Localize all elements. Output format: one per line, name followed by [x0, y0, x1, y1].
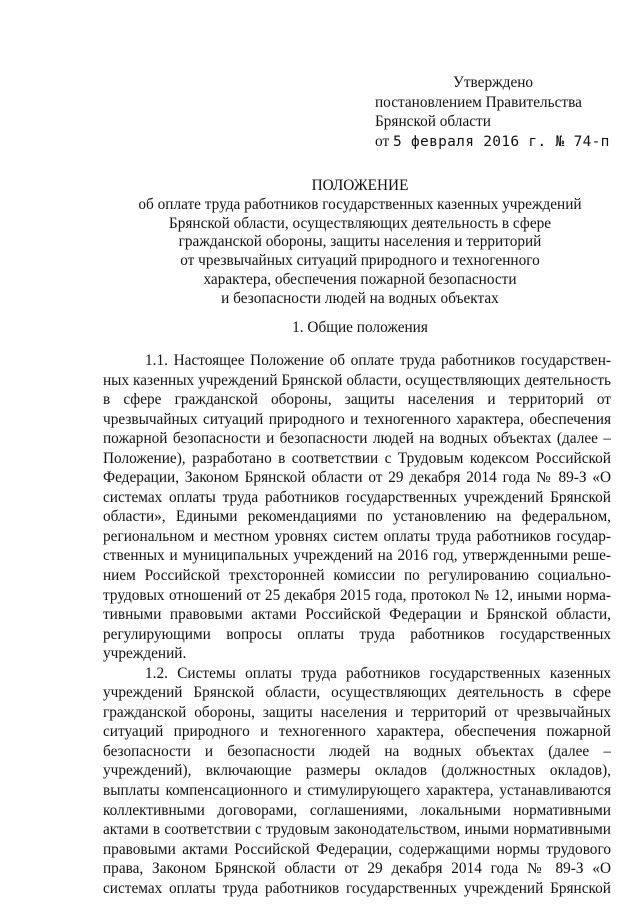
approval-stamp-block: [375, 73, 615, 152]
approval-region: Брянской области: [375, 113, 491, 131]
paragraph-line: Положение), разработано в соответствии с Трудовым кодексом Российской: [103, 449, 611, 467]
title-line: Брянской области, осуществляющих деятельность в сфере: [168, 214, 552, 232]
paragraph-line: в сфере гражданской обороны, защиты населения и территорий от: [103, 391, 611, 409]
document-body: [103, 351, 611, 898]
approval-authority: постановлением Правительства: [375, 93, 582, 111]
paragraph-line: ственных и муниципальных учреждений на 2016 год, утвержденными реше-: [103, 547, 611, 565]
paragraph-line: пожарной безопасности и безопасности людей на водных объектах (далее –: [103, 430, 611, 448]
paragraph-line: области», Едиными рекомендациями по установлению на федеральном,: [103, 508, 611, 526]
document-title-block: [100, 177, 620, 309]
paragraph-line: системах оплаты труда работников государственных учреждений Брянской: [103, 488, 611, 506]
paragraph-line: региональном и местном уровнях систем оплаты труда работников государ-: [103, 527, 611, 545]
paragraph-line: трудовых отношений от 25 декабря 2015 года, протокол № 12, иными норма-: [103, 586, 611, 604]
paragraph-1-1: [103, 351, 611, 664]
paragraph-line: гражданской обороны, защиты населения и территорий от чрезвычайных: [103, 703, 611, 721]
paragraph-line: учреждений), включающие размеры окладов (должностных окладов),: [103, 762, 611, 780]
title-line: об оплате труда работников государственных казенных учреждений: [138, 195, 582, 213]
approval-date-prefix: от: [375, 132, 390, 150]
paragraph-line: ситуаций природного и техногенного характера, обеспечения пожарной: [103, 723, 611, 741]
approval-date-line: [375, 132, 615, 153]
paragraph-line: 1.1. Настоящее Положение об оплате труда работников государствен-: [145, 352, 611, 369]
paragraph-line: правовыми актами Российской Федерации, содержащими нормы трудового: [103, 840, 611, 858]
paragraph-line: тивными правовыми актами Российской Федерации и Брянской области,: [103, 606, 611, 624]
paragraph-line: актами в соответствии с трудовым законодательством, иными нормативными: [103, 821, 611, 839]
approval-label: Утверждено: [453, 74, 534, 91]
paragraph-line: учреждений.: [103, 645, 187, 663]
paragraph-1-2: [103, 664, 611, 899]
title-line: гражданской обороны, защиты населения и территорий: [178, 233, 542, 251]
approval-date-handwritten: 5 февраля 2016 г. № 74-п: [392, 133, 610, 150]
title-line: характера, обеспечения пожарной безопасности: [203, 270, 517, 288]
paragraph-line: учреждений Брянской области, осуществляющих деятельность в сфере: [103, 684, 611, 702]
paragraph-line: чрезвычайных ситуаций природного и техногенного характера, обеспечения: [103, 410, 611, 428]
paragraph-line: системах оплаты труда работников государственных учреждений Брянской: [103, 879, 611, 897]
paragraph-line: Федерации, Законом Брянской области от 29 декабря 2014 года № 89-З «О: [103, 469, 611, 487]
paragraph-line: права, Законом Брянской области от 29 декабря 2014 года № 89-З «О: [103, 860, 611, 878]
title-line: и безопасности людей на водных объектах: [221, 289, 499, 307]
section-heading: 1. Общие положения: [292, 319, 428, 336]
paragraph-line: 1.2. Системы оплаты труда работников государственных казенных: [145, 664, 611, 682]
document-title: ПОЛОЖЕНИЕ: [311, 177, 409, 194]
paragraph-line: регулирующими вопросы оплаты труда работников государственных: [103, 625, 611, 643]
paragraph-line: коллективными договорами, соглашениями, локальными нормативными: [103, 801, 611, 819]
title-line: от чрезвычайных ситуаций природного и техногенного: [180, 252, 540, 270]
paragraph-line: выплаты компенсационного и стимулирующего характера, устанавливаются: [103, 782, 611, 800]
paragraph-line: безопасности и безопасности людей на водных объектах (далее –: [103, 742, 611, 760]
paragraph-line: нием Российской трехсторонней комиссии по регулированию социально-: [103, 567, 611, 585]
paragraph-line: ных казенных учреждений Брянской области, осуществляющих деятельность: [103, 371, 611, 389]
